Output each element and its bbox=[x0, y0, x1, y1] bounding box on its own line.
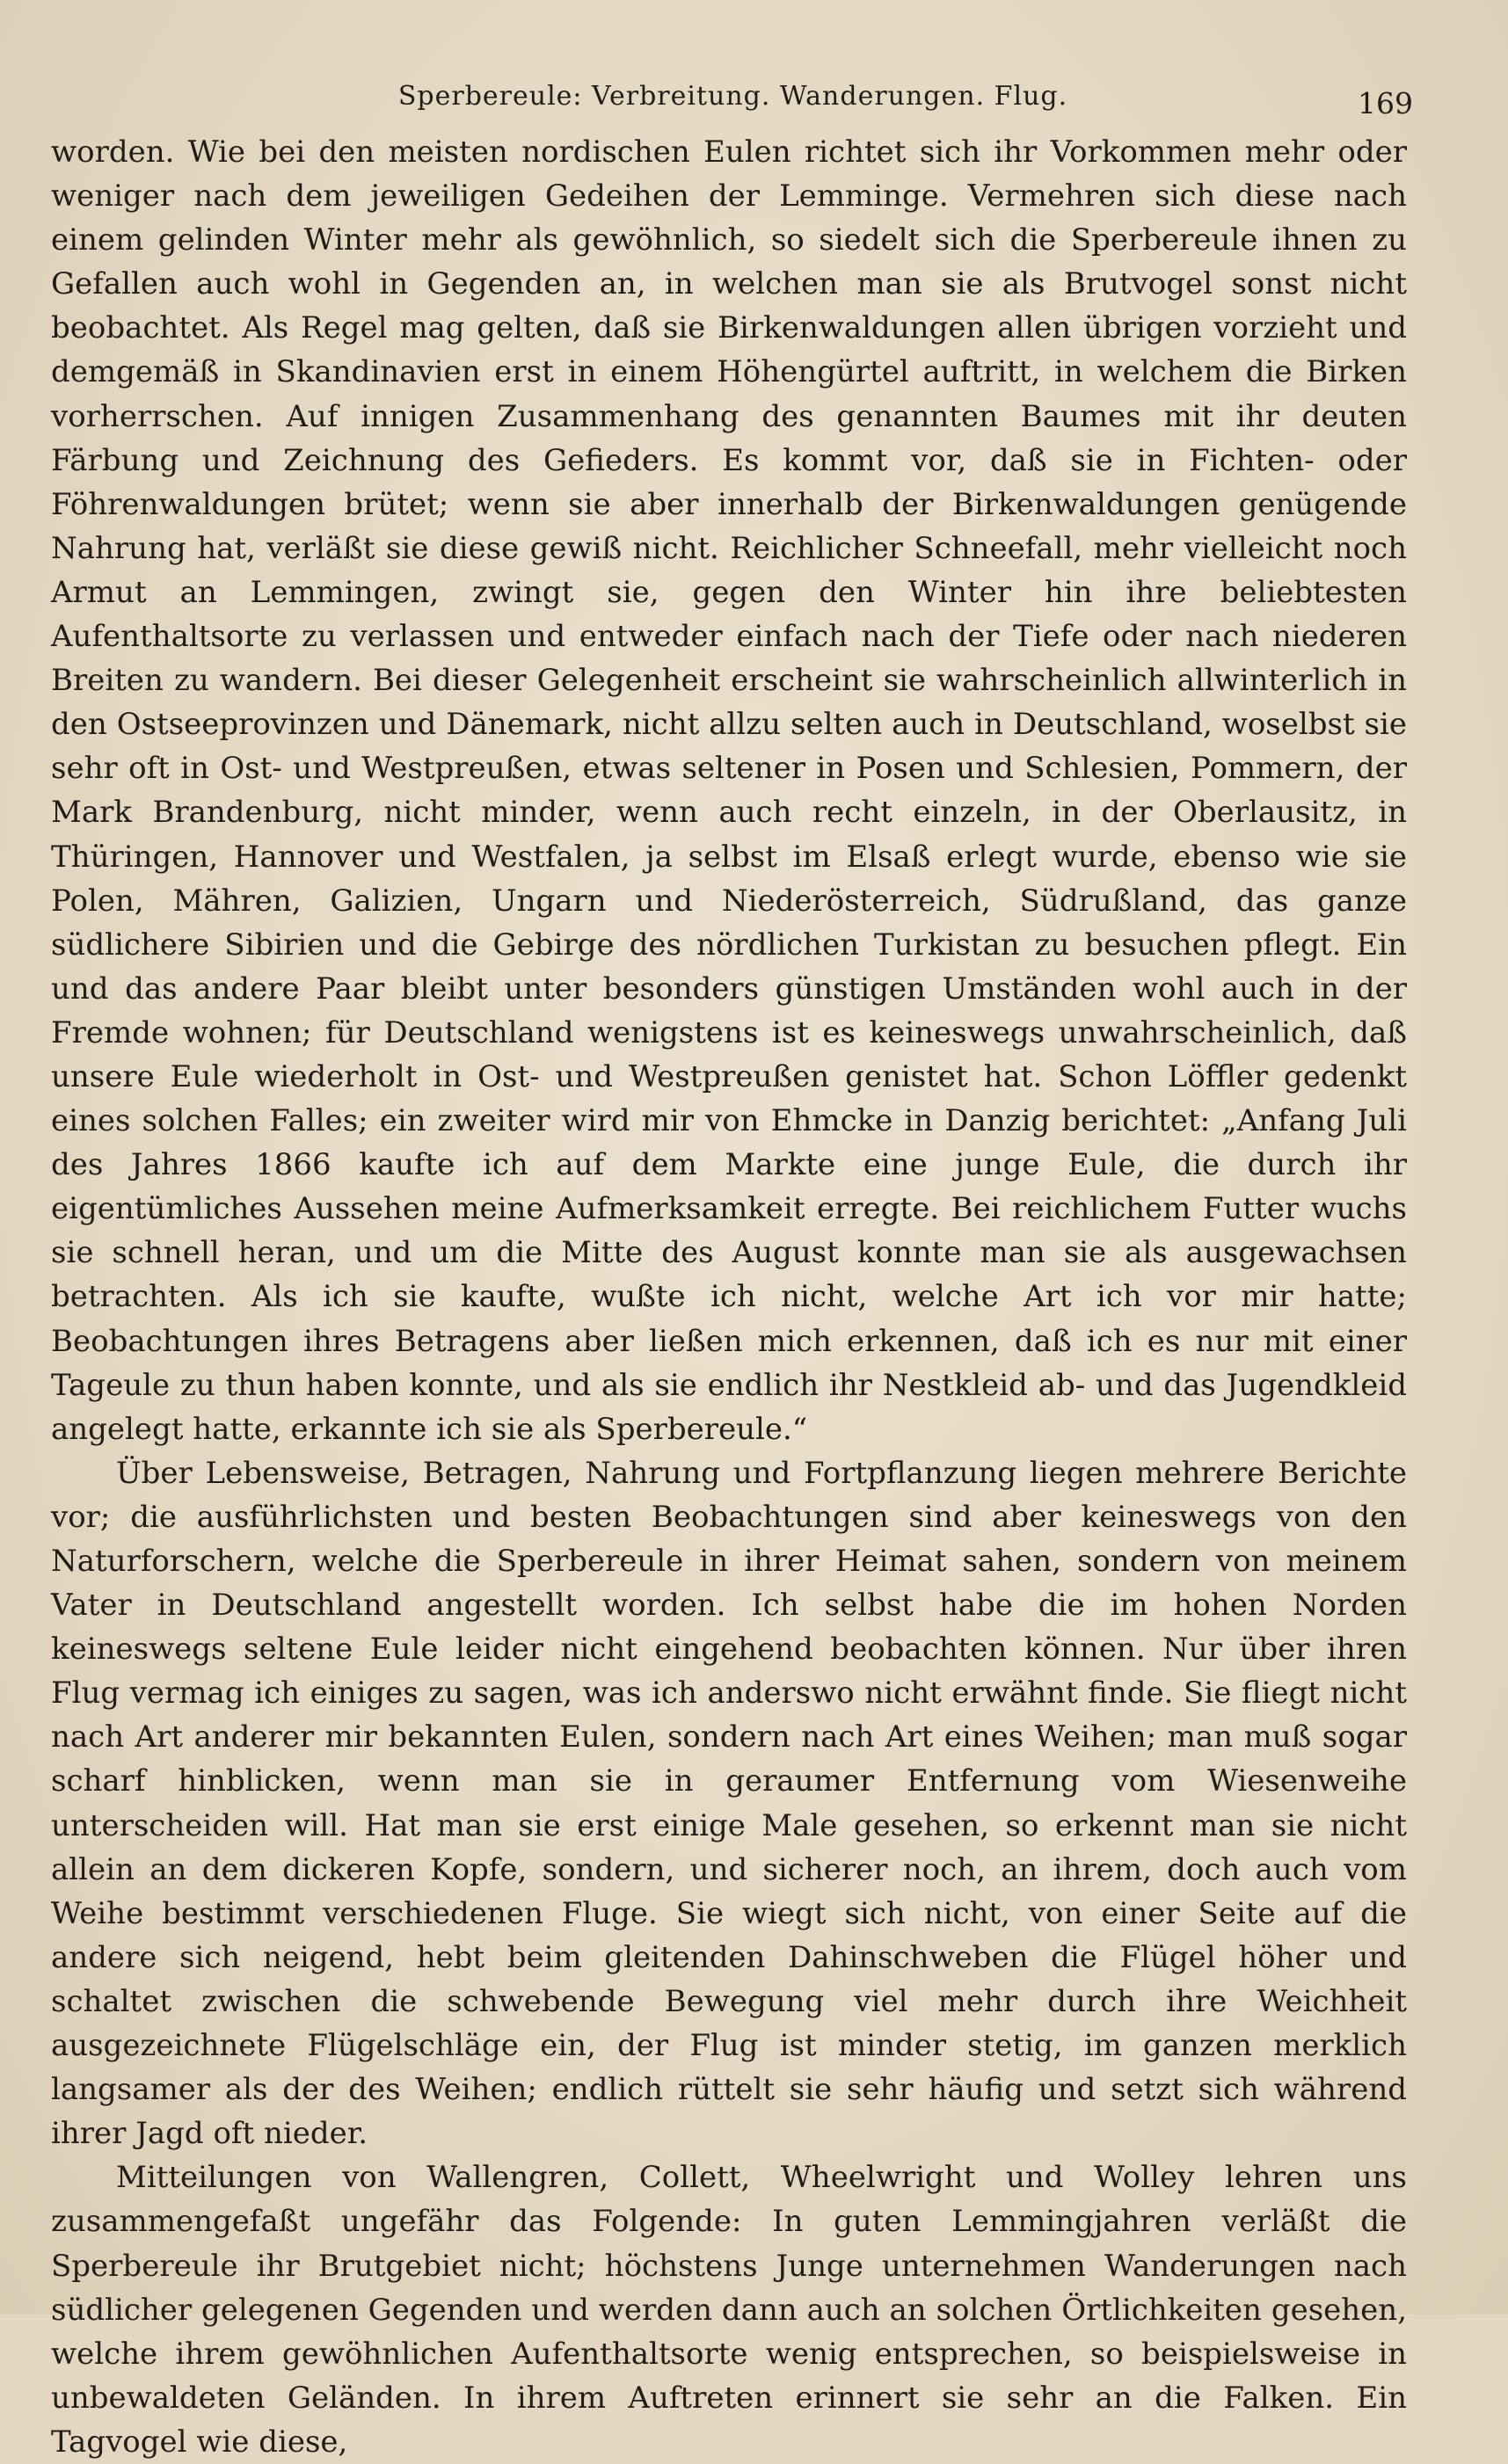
body-text bbox=[51, 130, 1407, 2464]
paragraph-distribution: worden. Wie bei den meisten nordischen Eulen richtet sich ihr Vorkommen mehr oder weniger nach dem jeweiligen Gedeihen der Lemminge. Vermehren sich diese nach einem gelinden Winter mehr als gewöhnlich, so siedelt sich die Sperbereule ihnen zu Gefallen auch wohl in Gegenden an, in welchen man sie als Brutvogel sonst nicht beobachtet. Als Regel mag gelten, daß sie Birkenwaldungen allen übrigen vorzieht und demgemäß in Skandinavien erst in einem Höhengürtel auftritt, in welchem die Birken vorherrschen. Auf innigen Zusammenhang des genannten Baumes mit ihr deuten Färbung und Zeichnung des Gefieders. Es kommt vor, daß sie in Fichten- oder Föhrenwaldungen brütet; wenn sie aber innerhalb der Birkenwaldungen genügende Nahrung hat, verläßt sie diese gewiß nicht. Reichlicher Schneefall, mehr vielleicht noch Armut an Lemmingen, zwingt sie, gegen den Winter hin ihre beliebtesten Aufenthaltsorte zu verlassen und entweder einfach nach der Tiefe oder nach niederen Breiten zu wandern. Bei dieser Gelegenheit erscheint sie wahrscheinlich allwinterlich in den Ostseeprovinzen und Dänemark, nicht allzu selten auch in Deutschland, woselbst sie sehr oft in Ost- und Westpreußen, etwas seltener in Posen und Schlesien, Pommern, der Mark Brandenburg, nicht minder, wenn auch recht einzeln, in der Oberlausitz, in Thüringen, Hannover und Westfalen, ja selbst im Elsaß erlegt wurde, ebenso wie sie Polen, Mähren, Galizien, Ungarn und Niederösterreich, Südrußland, das ganze südlichere Sibirien und die Gebirge des nördlichen Turkistan zu besuchen pflegt. Ein und das andere Paar bleibt unter besonders günstigen Umständen wohl auch in der Fremde wohnen; für Deutschland wenigstens ist es keineswegs unwahrscheinlich, daß unsere Eule wiederholt in Ost- und Westpreußen genistet hat. Schon Löffler gedenkt eines solchen Falles; ein zweiter wird mir von Ehmcke in Danzig berichtet: „Anfang Juli des Jahres 1866 kaufte ich auf dem Markte eine junge Eule, die durch ihr eigentümliches Aussehen meine Aufmerksamkeit erregte. Bei reichlichem Futter wuchs sie schnell heran, und um die Mitte des August konnte man sie als ausgewachsen betrachten. Als ich sie kaufte, wußte ich nicht, welche Art ich vor mir hatte; Beobachtungen ihres Betragens aber ließen mich erkennen, daß ich es nur mit einer Tageule zu thun haben konnte, und als sie endlich ihr Nestkleid ab- und das Jugendkleid angelegt hatte, erkannte ich sie als Sperbereule.“ bbox=[51, 134, 1407, 1447]
page-number: 169 bbox=[1358, 86, 1413, 120]
page-header bbox=[53, 77, 1413, 130]
paragraph-flight: Über Lebensweise, Betragen, Nahrung und Fortpflanzung liegen mehrere Berichte vor; die ausführlichsten und besten Beobachtungen sind aber keineswegs von den Naturforschern, welche die Sperbereule in ihrer Heimat sahen, sondern von meinem Vater in Deutschland angestellt worden. Ich selbst habe die im hohen Norden keineswegs seltene Eule leider nicht eingehend beobachten können. Nur über ihren Flug vermag ich einiges zu sagen, was ich anderswo nicht erwähnt finde. Sie fliegt nicht nach Art anderer mir bekannten Eulen, sondern nach Art eines Weihen; man muß sogar scharf hinblicken, wenn man sie in geraumer Entfernung vom Wiesenweihe unterscheiden will. Hat man sie erst einige Male gesehen, so erkennt man sie nicht allein an dem dickeren Kopfe, sondern, und sicherer noch, an ihrem, doch auch vom Weihe bestimmt verschiedenen Fluge. Sie wiegt sich nicht, von einer Seite auf die andere sich neigend, hebt beim gleitenden Dahinschweben die Flügel höher und schaltet zwischen die schwebende Bewegung viel mehr durch ihre Weichheit ausgezeichnete Flügelschläge ein, der Flug ist minder stetig, im ganzen merklich langsamer als der des Weihen; endlich rüttelt sie sehr häufig und setzt sich während ihrer Jagd oft nieder. bbox=[51, 1455, 1407, 2152]
paragraph-reports: Mitteilungen von Wallengren, Collett, Wheelwright und Wolley lehren uns zusammengefaßt ungefähr das Folgende: In guten Lemmingjahren verläßt die Sperbereule ihr Brutgebiet nicht; höchstens Junge unternehmen Wanderungen nach südlicher gelegenen Gegenden und werden dann auch an solchen Örtlichkeiten gesehen, welche ihrem gewöhnlichen Aufenthaltsorte wenig entsprechen, so beispielsweise in unbewaldeten Geländen. In ihrem Auftreten erinnert sie sehr an die Falken. Ein Tagvogel wie diese, bbox=[51, 2160, 1407, 2460]
running-head: Sperbereule: Verbreitung. Wanderungen. Flug. bbox=[397, 81, 1068, 112]
